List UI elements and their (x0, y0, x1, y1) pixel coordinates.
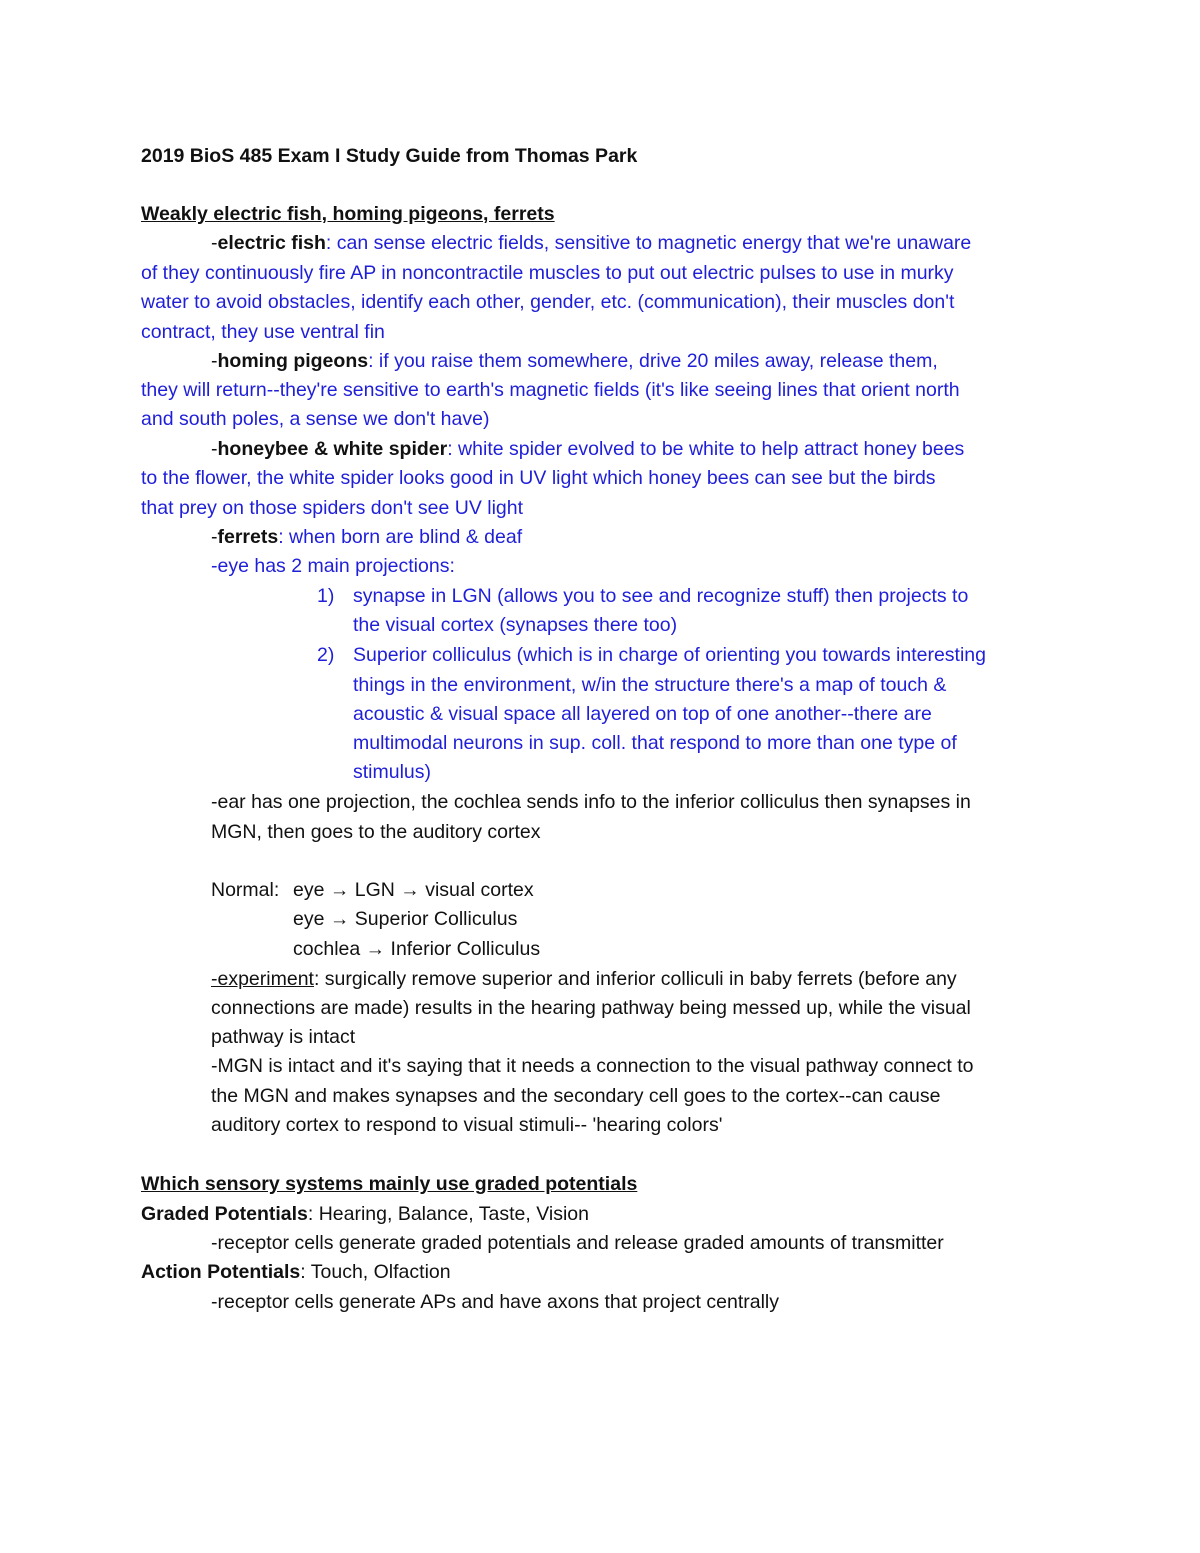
list-item-line: acoustic & visual space all layered on top of one another--there are (353, 703, 932, 725)
list-item-line: synapse in LGN (allows you to see and recognize stuff) then projects to (353, 585, 969, 607)
experiment-text: : surgically remove superior and inferior colliculi in baby ferrets (before any (313, 968, 957, 990)
action-potentials-detail: -receptor cells generate APs and have axons that project centrally (211, 1291, 779, 1313)
dash: - (211, 438, 218, 460)
graded-potentials-text: : Hearing, Balance, Taste, Vision (307, 1203, 589, 1225)
ear-projection-line: -ear has one projection, the cochlea sends info to the inferior colliculus then synapses in (211, 791, 971, 813)
electric-fish-line: water to avoid obstacles, identify each other, gender, etc. (communication), their muscles don't (141, 291, 955, 313)
electric-fish-text: : can sense electric fields, sensitive to magnetic energy that we're unaware (325, 232, 972, 254)
list-item-line: stimulus) (353, 761, 432, 783)
section-heading-electric-fish: Weakly electric fish, homing pigeons, ferrets (141, 203, 555, 225)
experiment-entry (211, 966, 957, 992)
action-potentials-term: Action Potentials (141, 1261, 301, 1283)
list-item-line: multimodal neurons in sup. coll. that respond to more than one type of (353, 732, 957, 754)
ear-projection-line: MGN, then goes to the auditory cortex (211, 821, 541, 843)
experiment-line: pathway is intact (211, 1026, 356, 1048)
graded-potentials-term: Graded Potentials (141, 1203, 308, 1225)
electric-fish-line: of they continuously fire AP in noncontractile muscles to put out electric pulses to use in murky (141, 262, 954, 284)
homing-pigeons-line: they will return--they're sensitive to earth's magnetic fields (it's like seeing lines that orient north (141, 379, 960, 401)
ferrets-text: : when born are blind & deaf (278, 526, 523, 548)
experiment-line: connections are made) results in the hearing pathway being messed up, while the visual (211, 997, 971, 1019)
list-number: 2) (317, 644, 335, 666)
mgn-line: the MGN and makes synapses and the secondary cell goes to the cortex--can cause (211, 1085, 941, 1107)
homing-pigeons-term: homing pigeons (217, 350, 369, 372)
mgn-line: -MGN is intact and it's saying that it needs a connection to the visual pathway connect to (211, 1055, 974, 1077)
ferrets-entry (211, 524, 522, 550)
dash: - (211, 526, 218, 548)
pathway-line: eye → Superior Colliculus (293, 908, 518, 930)
honeybee-term: honeybee & white spider (217, 438, 448, 460)
graded-potentials-detail: -receptor cells generate graded potentials and release graded amounts of transmitter (211, 1232, 944, 1254)
honeybee-line: that prey on those spiders don't see UV light (141, 497, 524, 519)
list-item-line: things in the environment, w/in the structure there's a map of touch & (353, 674, 947, 696)
action-potentials-entry (141, 1259, 451, 1285)
mgn-line: auditory cortex to respond to visual stimuli-- 'hearing colors' (211, 1114, 723, 1136)
homing-pigeons-text: : if you raise them somewhere, drive 20 miles away, release them, (368, 350, 938, 372)
section-heading-graded-potentials: Which sensory systems mainly use graded potentials (141, 1173, 638, 1195)
normal-label: Normal: (211, 879, 280, 901)
electric-fish-term: electric fish (217, 232, 326, 254)
list-item-line: Superior colliculus (which is in charge of orienting you towards interesting (353, 644, 986, 666)
eye-projections-line: -eye has 2 main projections: (211, 555, 455, 577)
ferrets-term: ferrets (217, 526, 279, 548)
honeybee-line: to the flower, the white spider looks good in UV light which honey bees can see but the birds (141, 467, 936, 489)
document-title: 2019 BioS 485 Exam I Study Guide from Thomas Park (141, 145, 638, 167)
action-potentials-text: : Touch, Olfaction (300, 1261, 451, 1283)
pathway-line: cochlea → Inferior Colliculus (293, 938, 541, 960)
homing-pigeons-entry (211, 348, 938, 374)
list-number: 1) (317, 585, 335, 607)
homing-pigeons-line: and south poles, a sense we don't have) (141, 408, 490, 430)
graded-potentials-entry (141, 1201, 589, 1227)
electric-fish-line: contract, they use ventral fin (141, 321, 385, 343)
electric-fish-entry (211, 230, 971, 256)
pathway-line: eye → LGN → visual cortex (293, 879, 534, 901)
list-item-line: the visual cortex (synapses there too) (353, 614, 678, 636)
honeybee-entry (211, 436, 964, 462)
experiment-term: -experiment (211, 968, 314, 990)
honeybee-text: : white spider evolved to be white to help attract honey bees (447, 438, 965, 460)
dash: - (211, 232, 218, 254)
dash: - (211, 350, 218, 372)
